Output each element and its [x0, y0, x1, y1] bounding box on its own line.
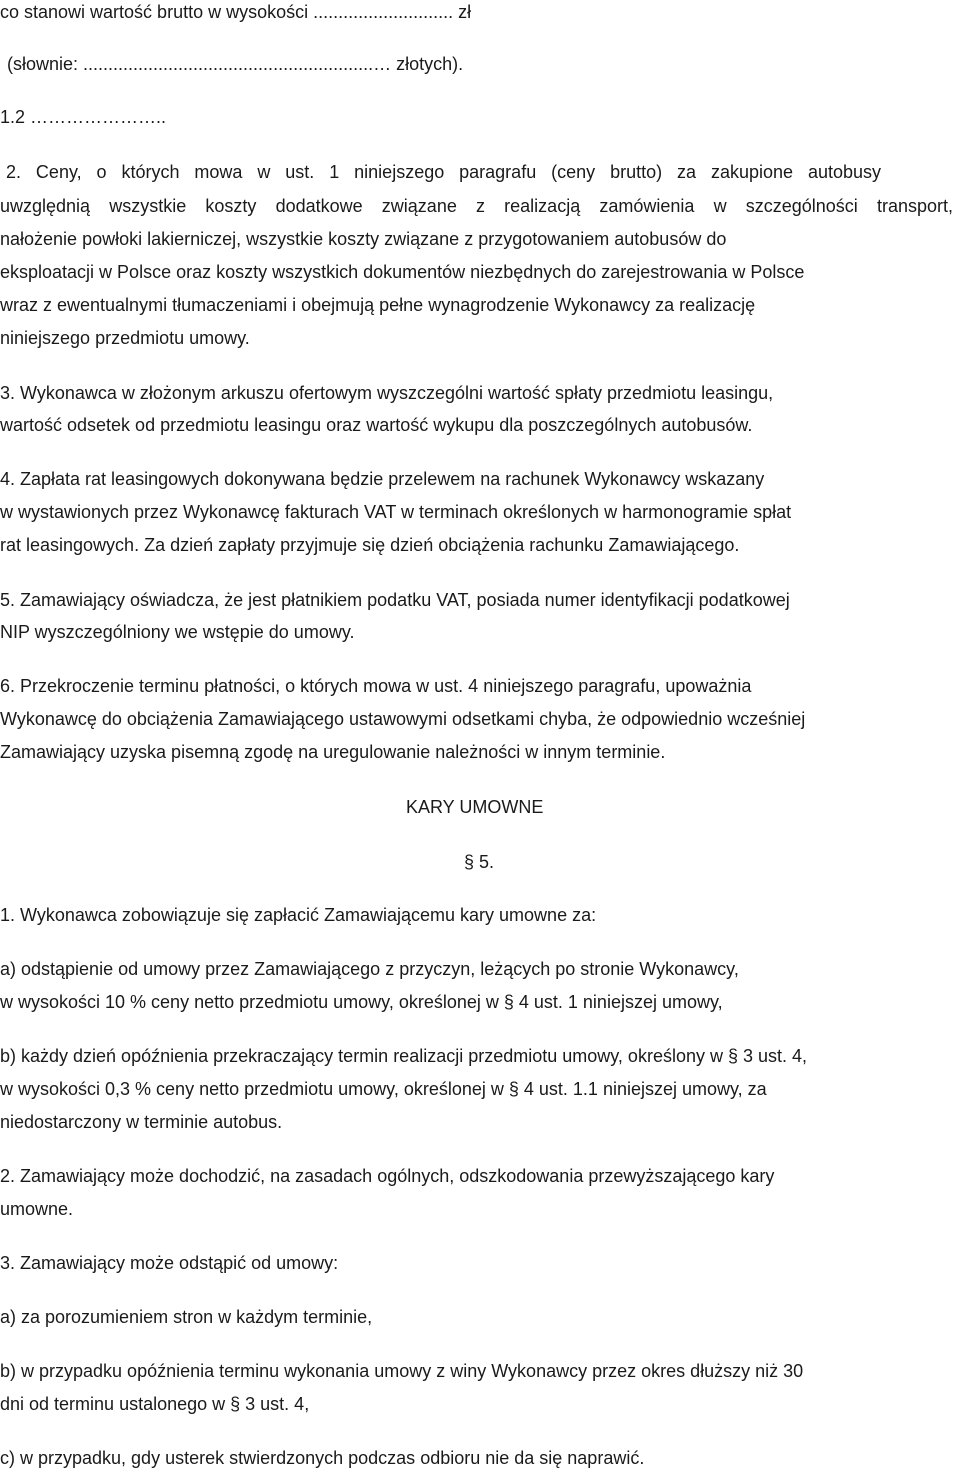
text-line: w wystawionych przez Wykonawcę fakturach VAT w terminach określonych w harmonogramie spłat	[0, 502, 792, 522]
text-line: a) za porozumieniem stron w każdym terminie,	[0, 1307, 373, 1327]
text-line: 3. Zamawiający może odstąpić od umowy:	[0, 1253, 339, 1273]
text-line: Zamawiający uzyska pisemną zgodę na uregulowanie należności w innym terminie.	[0, 742, 666, 762]
text-line: nałożenie powłoki lakierniczej, wszystkie koszty związane z przygotowaniem autobusów do	[0, 229, 727, 249]
text-line: umowne.	[0, 1199, 74, 1219]
section-number: § 5.	[464, 852, 495, 872]
text-line: 3. Wykonawca w złożonym arkuszu ofertowym wyszczególni wartość spłaty przedmiotu leasingu,	[0, 383, 774, 403]
text-line: (słownie: ..........................................................… złotych).	[7, 54, 464, 74]
text-line: wraz z ewentualnymi tłumaczeniami i obejmują pełne wynagrodzenie Wykonawcy za realizację	[0, 295, 756, 315]
text-line: dni od terminu ustalonego w § 3 ust. 4,	[0, 1394, 310, 1414]
text-line: Wykonawcę do obciążenia Zamawiającego ustawowymi odsetkami chyba, że odpowiednio wcześniej	[0, 709, 806, 729]
text-line: wartość odsetek od przedmiotu leasingu oraz wartość wykupu dla poszczególnych autobusów.	[0, 415, 753, 435]
text-line: w wysokości 10 % ceny netto przedmiotu umowy, określonej w § 4 ust. 1 niniejszej umowy,	[0, 992, 723, 1012]
section-heading: KARY UMOWNE	[406, 797, 544, 817]
text-line: eksploatacji w Polsce oraz koszty wszystkich dokumentów niezbędnych do zarejestrowania w Polsce	[0, 262, 805, 282]
text-line: 4. Zapłata rat leasingowych dokonywana będzie przelewem na rachunek Wykonawcy wskazany	[0, 469, 765, 489]
text-line: co stanowi wartość brutto w wysokości ............................ zł	[0, 2, 472, 22]
text-line: 2. Zamawiający może dochodzić, na zasadach ogólnych, odszkodowania przewyższającego kary	[0, 1166, 775, 1186]
text-line: 6. Przekroczenie terminu płatności, o których mowa w ust. 4 niniejszego paragrafu, upoważnia	[0, 676, 752, 696]
text-line: b) w przypadku opóźnienia terminu wykonania umowy z winy Wykonawcy przez okres dłuższy niż 30	[0, 1361, 804, 1381]
text-line: a) odstąpienie od umowy przez Zamawiającego z przyczyn, leżących po stronie Wykonawcy,	[0, 959, 739, 979]
text-line: w wysokości 0,3 % ceny netto przedmiotu umowy, określonej w § 4 ust. 1.1 niniejszej umowy, za	[0, 1079, 767, 1099]
text-line: niniejszego przedmiotu umowy.	[0, 328, 250, 348]
text-line: b) każdy dzień opóźnienia przekraczający termin realizacji przedmiotu umowy, określony w § 3 ust. 4,	[0, 1046, 808, 1066]
text-line: 2. Ceny, o których mowa w ust. 1 niniejszego paragrafu (ceny brutto) za zakupione autobusy	[6, 162, 881, 182]
text-line: 1. Wykonawca zobowiązuje się zapłacić Zamawiającemu kary umowne za:	[0, 905, 597, 925]
text-line: 1.2 …………………..	[0, 107, 167, 127]
text-line: c) w przypadku, gdy usterek stwierdzonych podczas odbioru nie da się naprawić.	[0, 1448, 645, 1468]
text-line: uwzględnią wszystkie koszty dodatkowe związane z realizacją zamówienia w szczególności transport,	[0, 196, 953, 216]
text-line: 5. Zamawiający oświadcza, że jest płatnikiem podatku VAT, posiada numer identyfikacji podatkowej	[0, 590, 790, 610]
text-line: NIP wyszczególniony we wstępie do umowy.	[0, 622, 355, 642]
text-line: rat leasingowych. Za dzień zapłaty przyjmuje się dzień obciążenia rachunku Zamawiającego.	[0, 535, 740, 555]
text-line: niedostarczony w terminie autobus.	[0, 1112, 283, 1132]
